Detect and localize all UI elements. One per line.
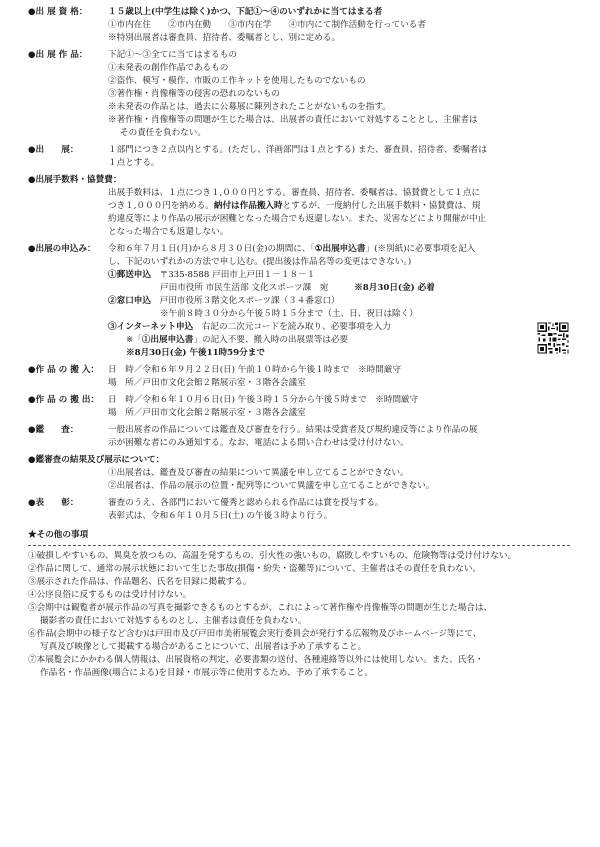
eligibility-section — [28, 6, 570, 45]
award-heading: ●表 彰： — [28, 498, 79, 508]
works-line: ①未発表の創作作品であるもの — [108, 63, 229, 73]
mail-label: ①郵送申込 — [108, 270, 151, 280]
fee-line: 出展手数料は、１点につき１,０００円とする。審査員、招待者、委嘱者は、協賛費として１点に — [108, 188, 481, 198]
window-hours: ※午前８時３０分から午後５時１５分まで（土、日、祝日は除く） — [160, 309, 418, 319]
divider — [28, 545, 570, 546]
results-heading: ●鑑審査の結果及び展示について： — [28, 455, 165, 465]
award-line: 審査のうえ、各部門において優秀と認められる作品には賞を授与する。 — [108, 498, 384, 508]
works-line: 下記①～③全てに当てはまるもの — [108, 50, 237, 60]
internet-deadline: ※8月30日(金) 午後11時59分まで — [126, 348, 265, 358]
eligibility-note: ※特別出展者は審査員、招待者、委嘱者とし、別に定める。 — [108, 33, 341, 43]
list-item: 写真及び映像として掲載する場合があることについて、出展者は予め了承すること。 — [40, 642, 367, 652]
eligibility-options: ①市内在住 ②市内在勤 ③市内在学 ④市内にて制作活動を行っている者 — [108, 20, 426, 30]
works-line: ※未発表の作品とは、過去に公募展に陳列されたことがないものを指す。 — [108, 102, 391, 112]
eligibility-line: １５歳以上(中学生は除く)かつ、下記①～④のいずれかに当てはまる者 — [108, 7, 383, 17]
internet-application: ③インターネット申込 右記の二次元コードを読み取り、必要事項を入力 ※「①出展申込書」の記入不要、搬入時の出展票等は必要 ※8月30日(金) 午後11時59分まで — [108, 321, 570, 360]
works-heading: ●出 展 作 品： — [28, 50, 88, 60]
entry-section — [28, 144, 570, 170]
mail-address: 戸田市役所 市民生活部 文化スポーツ課 宛 ※8月30日(金) 必着 — [160, 283, 435, 293]
results-line: ①出展者は、鑑査及び審査の結果について異議を申し立てることができない。 — [108, 468, 409, 478]
pickup-section — [28, 394, 570, 420]
list-item: ⑤会期中は観覧者が展示作品の写真を撮影できるものとするが、これによって著作権や肖像権等の問題が生じた場合は、 — [28, 603, 493, 613]
fee-payment-timing: 納付は作品搬入時 — [213, 201, 283, 211]
works-line: ③著作権・肖像権等の侵害の恐れのないもの — [108, 89, 280, 99]
award-line: 表彰式は、令和６年１０月５日(土) の午後３時より行う。 — [108, 511, 333, 521]
list-item: ①破損しやすいもの、異臭を放つもの、高温を発するもの、引火性の強いもの、腐敗しやすいもの、危険物等は受け付けない。 — [28, 551, 517, 561]
mail-deadline: ※8月30日(金) 必着 — [354, 283, 435, 293]
list-item: ⑥作品(会期中の様子など含む)は戸田市及び戸田市美術展覧会実行委員会が発行する広報物及びホームページ等にて、 — [28, 629, 482, 639]
delivery-heading: ●作 品 の 搬 入： — [28, 365, 100, 375]
list-item: ②作品に関して、通常の展示状態において生じた事故(損傷・紛失・盗難等)について、主催者はその責任を負わない。 — [28, 564, 482, 574]
delivery-section — [28, 364, 570, 390]
pickup-place: 場 所／戸田市文化会館２階展示室・３階各会議室 — [108, 408, 306, 418]
window-label: ②窓口申込 — [108, 296, 151, 306]
application-heading: ●出展の申込み： — [28, 244, 96, 254]
application-section — [28, 243, 570, 360]
fee-line: つき１,０００円を納める。納付は作品搬入時とするが、一度納付した出展手数料・協賛費は、規 — [108, 201, 481, 211]
application-line: 令和６年７月１日(月)から８月３０日(金)の期間に、「①出展申込書」(※別紙)に必要事項を記入 — [108, 244, 476, 254]
review-section — [28, 424, 570, 450]
fee-section — [28, 174, 570, 239]
window-application: ②窓口申込 戸田市役所３階文化スポーツ課（３４番窓口） — [108, 296, 340, 306]
fee-line: となった場合でも返還しない。 — [108, 227, 229, 237]
works-line: ※著作権・肖像権等の問題が生じた場合は、出展者の責任において対処することとし、主催者は — [108, 115, 478, 125]
delivery-place: 場 所／戸田市文化会館２階展示室・３階各会議室 — [108, 378, 306, 388]
eligibility-heading: ●出 展 資 格： — [28, 7, 88, 17]
results-section — [28, 454, 570, 493]
works-line: その責任を負わない。 — [120, 128, 206, 138]
review-line: 示が困難な者にのみ通知する。なお、電話による問い合わせは受け付けない。 — [108, 438, 409, 448]
results-line: ②出展者は、作品の展示の位置・配列等について異議を申し立てることができない。 — [108, 481, 435, 491]
review-line: 一般出展者の作品については鑑査及び審査を行う。結果は受賞者及び規約違反等により作品の展 — [108, 425, 478, 435]
review-heading: ●鑑 査： — [28, 425, 79, 435]
mail-application: ①郵送申込 〒335-8588 戸田市上戸田１－１８－１ — [108, 270, 316, 280]
internet-label: ③インターネット申込 — [108, 322, 194, 332]
fee-line: 約違反等により作品の展示が困難となった場合でも返還しない。また、災害などにより開催が中止 — [108, 214, 487, 224]
award-section — [28, 497, 570, 523]
delivery-datetime: 日 時／令和６年９月２２日(日) 午前１０時から午後１時まで ※時間厳守 — [108, 365, 402, 375]
entry-line: １点とする。 — [108, 158, 160, 168]
works-line: ②盗作、模写・模作、市販の工作キットを使用したものでないもの — [108, 76, 366, 86]
qr-code-icon[interactable] — [536, 321, 570, 355]
list-item: ⑦本展覧会にかかわる個人情報は、出展資格の判定、必要書類の送付、各種連絡等以外には使用しない。また、氏名・ — [28, 655, 484, 665]
other-heading: ★その他の事項 — [28, 530, 89, 540]
application-line: し、下記のいずれかの方法で申し込む。(提出後は作品名等の変更はできない。) — [108, 257, 412, 267]
list-item: 作品名・作品画像(場合による)を目録・市展示等に使用するため、予め了承すること。 — [40, 668, 373, 678]
works-section — [28, 49, 570, 140]
entry-heading: ●出 展： — [28, 145, 79, 155]
list-item: ④公序良俗に反するものは受け付けない。 — [28, 590, 192, 600]
entry-line: １部門につき２点以内とする。(ただし、洋画部門は１点とする) また、審査員、招待者、委嘱者は — [108, 145, 487, 155]
pickup-heading: ●作 品 の 搬 出： — [28, 395, 100, 405]
list-item: 撮影者の責任において対処するものとし、主催者は責任を負わない。 — [40, 616, 307, 626]
fee-heading: ●出展手数料・協賛費： — [28, 175, 122, 185]
list-item: ③展示された作品は、作品題名、氏名を目録に掲載する。 — [28, 577, 252, 587]
other-items — [28, 550, 570, 680]
pickup-datetime: 日 時／令和６年１０月６日(日) 午後３時１５分から午後５時まで ※時間厳守 — [108, 395, 419, 405]
